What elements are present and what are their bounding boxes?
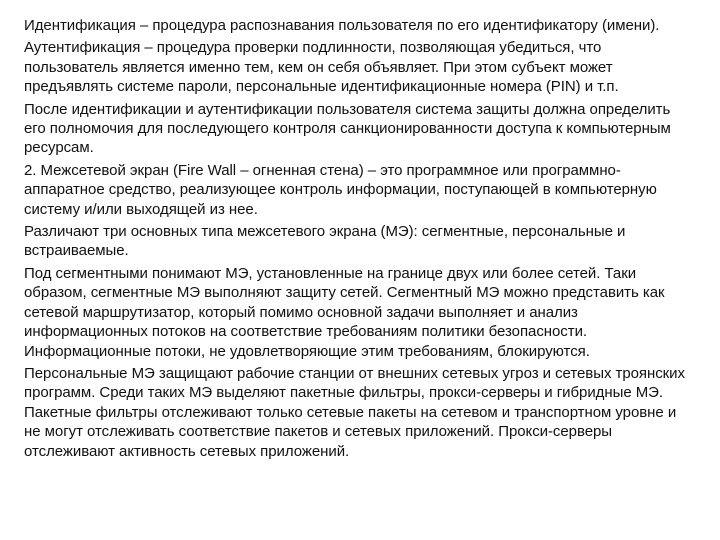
paragraph-authorization: После идентификации и аутентификации пользователя система защиты должна определить его полномочия для последующего контроля санкционированности доступа к компьютерным ресурсам.: [24, 100, 671, 157]
paragraph-identification: Идентификация – процедура распознавания пользователя по его идентификатору (имени).: [24, 17, 660, 34]
slide-text-body: [24, 16, 696, 464]
paragraph-segment-firewalls: Под сегментными понимают МЭ, установленные на границе двух или более сетей. Таки образом, сегментные МЭ выполняют защиту сетей. Сегментный МЭ можно представить как сетевой маршрутизатор, который помимо основной задачи выполняет и анализ информационных потоков на соответствие требованиям политики безопасности. Информационные потоки, не удовлетворяющие этим требованиям, блокируются.: [24, 264, 665, 360]
paragraph-personal-firewalls: Персональные МЭ защищают рабочие станции от внешних сетевых угроз и сетевых троянских программ. Среди таких МЭ выделяют пакетные фильтры, прокси-серверы и гибридные МЭ. Пакетные фильтры отслеживают только сетевые пакеты на сетевом и транспортном уровне и не могут отслеживать соответствие пакетов и сетевых приложений. Прокси-серверы отслеживают активность сетевых приложений.: [24, 364, 685, 460]
paragraph-firewall-definition: 2. Межсетевой экран (Fire Wall – огненная стена) – это программное или программно-аппаратное средство, реализующее контроль информации, поступающей в компьютерную систему и/или выходящей из нее.: [24, 161, 657, 218]
paragraph-authentication: Аутентификация – процедура проверки подлинности, позволяющая убедиться, что пользователь является именно тем, кем он себя объявляет. При этом субъект может предъявлять системе пароли, персональные идентификационные номера (PIN) и т.п.: [24, 39, 619, 96]
paragraph-firewall-types: Различают три основных типа межсетевого экрана (МЭ): сегментные, персональные и встраиваемые.: [24, 223, 626, 260]
